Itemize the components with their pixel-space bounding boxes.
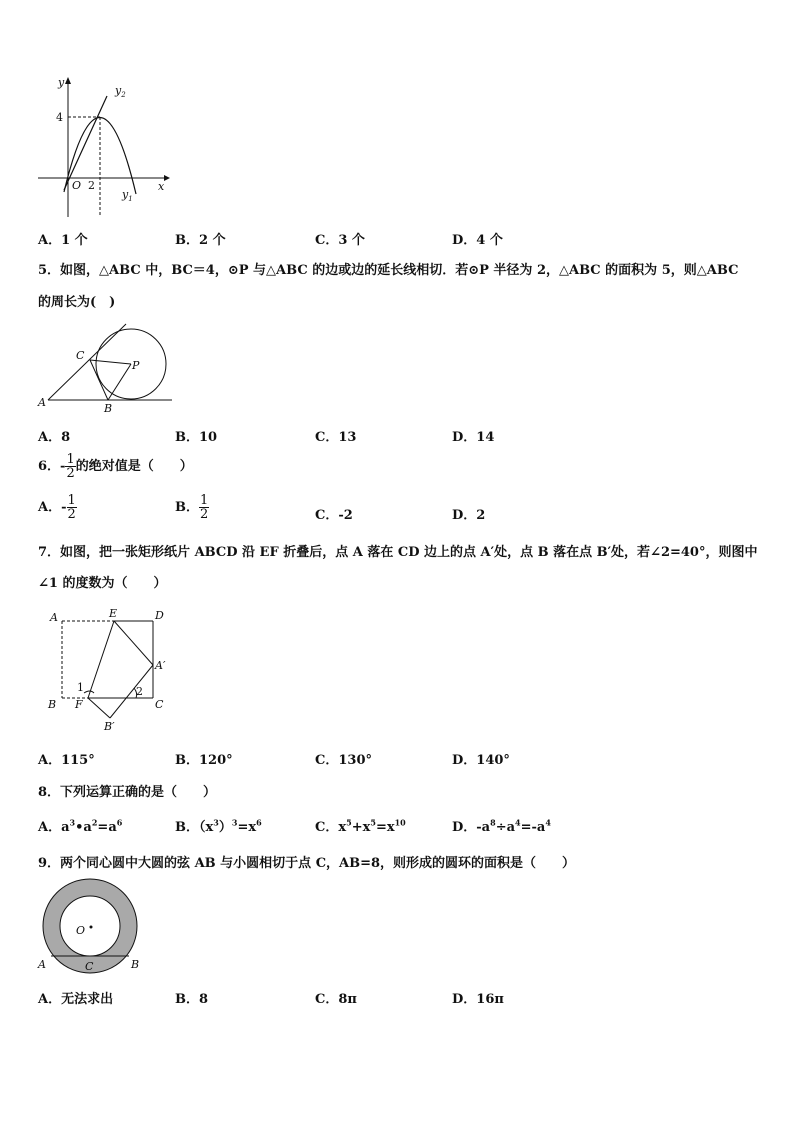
q7-figure [44,605,184,740]
y1-label: $y_1$ [122,188,133,203]
q7-option-a: A．115° [38,753,95,768]
q9-stem: 9．两个同心圆中大圆的弦 AB 与小圆相切于点 C，AB=8，则形成的圆环的面积是（ ） [38,856,576,871]
q7-point-d: D [155,609,164,622]
q7-stem-line1: 7．如图，把一张矩形纸片 ABCD 沿 EF 折叠后，点 A 落在 CD 边上的点 A′处，点 B 落在点 B′处，若∠2=40°，则图中 [38,545,758,560]
q8-option-a: A．$a^3•a^2=a^6$ [38,817,123,835]
q9-point-a: A [38,958,46,971]
q7-point-a-prime: A′ [155,659,166,672]
q5-point-p: P [132,359,140,372]
q5-figure [36,318,186,418]
q7-option-d: D．140° [452,753,510,768]
q9-center-o: O [76,924,86,937]
q6-option-b: B． $\frac{1}{2}$ [175,493,209,522]
q7-point-b-prime: B′ [104,720,115,733]
q7-stem-line2: ∠1 的度数为（ ） [38,576,167,591]
q9-point-c: C [85,960,94,973]
q4-option-d: D．4 个 [452,233,503,248]
q4-option-a: A．1 个 [38,233,88,248]
q7-point-a: A [50,611,58,624]
q7-point-e: E [109,607,118,620]
y-axis-label: y [58,76,65,89]
q5-point-a: A [38,396,46,409]
q6-option-d: D．2 [452,508,486,523]
origin-label: O [72,179,82,192]
q9-option-c: C．8π [315,992,357,1007]
q5-option-c: C．13 [315,430,357,445]
q9-option-a: A．无法求出 [38,992,114,1007]
q6-option-c: C．-2 [315,508,353,523]
q4-figure [36,72,176,222]
q8-option-d: D．$-a^8\div a^4=-a^4$ [452,817,551,835]
y2-label: $y_2$ [115,84,126,99]
tick-2-label: 2 [88,179,95,192]
q5-option-b: B．10 [175,430,218,445]
q8-stem: 8．下列运算正确的是（ ） [38,785,217,800]
q9-option-b: B．8 [175,992,209,1007]
q7-point-c: C [155,698,164,711]
q8-option-c: C．$x^5+x^5=x^{10}$ [315,817,406,835]
q7-angle-2: 2 [136,685,143,698]
q5-option-d: D．14 [452,430,495,445]
q7-point-b: B [48,698,57,711]
q5-option-a: A．8 [38,430,71,445]
q7-option-b: B．120° [175,753,233,768]
q7-point-f: F [75,698,83,711]
q9-figure [34,878,154,978]
q8-option-b: B．$(x^3)^3=x^6$ [175,817,262,835]
q5-stem-line1: 5．如图，△ABC 中，BC＝4，⊙P 与△ABC 的边或边的延长线相切．若⊙P 半径为 2，△ABC 的面积为 5，则△ABC [38,263,739,278]
tick-4-label: 4 [56,111,63,124]
q6-stem: 6．- $\frac{1}{2}$ 的绝对值是（ ） [38,452,193,481]
q7-angle-1: 1 [77,681,84,694]
q5-point-c: C [76,349,85,362]
q6-fraction: $\frac{1}{2}$ [66,452,75,481]
q9-point-b: B [131,958,140,971]
q4-option-c: C．3 个 [315,233,365,248]
x-axis-label: x [158,180,165,193]
q7-option-c: C．130° [315,753,372,768]
q5-point-b: B [104,402,113,415]
q9-option-d: D．16π [452,992,504,1007]
q6-option-a: A．- $\frac{1}{2}$ [38,493,76,522]
q4-option-b: B．2 个 [175,233,226,248]
q5-stem-line2: 的周长为( ) [38,295,116,310]
